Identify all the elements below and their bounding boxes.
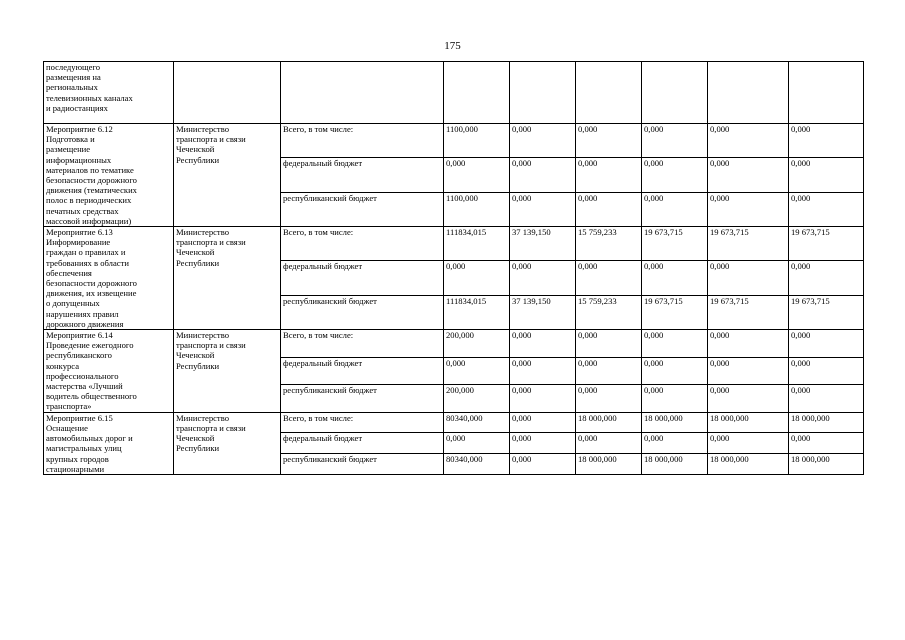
amount-cell: 0,000 [510, 330, 576, 358]
empty-cell [789, 62, 864, 124]
amount-cell: 80340,000 [444, 454, 510, 475]
table-row [44, 124, 864, 158]
amount-cell: 0,000 [510, 412, 576, 433]
amount-cell: 0,000 [510, 124, 576, 158]
amount-cell: 0,000 [642, 158, 708, 192]
amount-cell: 0,000 [642, 357, 708, 385]
amount-cell: 19 673,715 [789, 227, 864, 261]
amount-cell: 0,000 [510, 454, 576, 475]
amount-cell: 0,000 [708, 158, 789, 192]
amount-cell: 0,000 [708, 192, 789, 226]
funding-source: Всего, в том числе: [281, 412, 444, 433]
amount-cell: 80340,000 [444, 412, 510, 433]
amount-cell: 0,000 [789, 261, 864, 295]
amount-cell: 18 000,000 [576, 412, 642, 433]
funding-source: республиканский бюджет [281, 295, 444, 329]
amount-cell: 0,000 [789, 357, 864, 385]
empty-cell [708, 62, 789, 124]
funding-source: федеральный бюджет [281, 357, 444, 385]
amount-cell: 111834,015 [444, 227, 510, 261]
amount-cell: 18 000,000 [576, 454, 642, 475]
amount-cell: 18 000,000 [708, 412, 789, 433]
amount-cell: 1100,000 [444, 124, 510, 158]
amount-cell: 0,000 [789, 433, 864, 454]
funding-source: федеральный бюджет [281, 158, 444, 192]
amount-cell: 200,000 [444, 330, 510, 358]
empty-cell [281, 62, 444, 124]
amount-cell: 0,000 [642, 330, 708, 358]
funding-source: Всего, в том числе: [281, 124, 444, 158]
empty-cell [642, 62, 708, 124]
responsible-executor: Министерство транспорта и связи Чеченской Республики [174, 330, 281, 413]
amount-cell: 0,000 [576, 124, 642, 158]
empty-cell [510, 62, 576, 124]
amount-cell: 0,000 [576, 433, 642, 454]
amount-cell: 0,000 [576, 330, 642, 358]
amount-cell: 0,000 [789, 124, 864, 158]
table-row [44, 412, 864, 433]
amount-cell: 0,000 [444, 357, 510, 385]
amount-cell: 0,000 [444, 433, 510, 454]
amount-cell: 18 000,000 [789, 454, 864, 475]
amount-cell: 0,000 [510, 192, 576, 226]
amount-cell: 0,000 [510, 385, 576, 413]
responsible-executor: Министерство транспорта и связи Чеченской Республики [174, 124, 281, 227]
amount-cell: 0,000 [444, 261, 510, 295]
budget-table [43, 61, 864, 475]
table-body [44, 62, 864, 475]
amount-cell: 18 000,000 [642, 454, 708, 475]
responsible-executor: Министерство транспорта и связи Чеченской Республики [174, 412, 281, 474]
amount-cell: 0,000 [642, 124, 708, 158]
amount-cell: 18 000,000 [642, 412, 708, 433]
amount-cell: 0,000 [510, 261, 576, 295]
amount-cell: 0,000 [708, 261, 789, 295]
amount-cell: 0,000 [789, 330, 864, 358]
amount-cell: 37 139,150 [510, 295, 576, 329]
amount-cell: 0,000 [576, 357, 642, 385]
amount-cell: 19 673,715 [708, 295, 789, 329]
funding-source: республиканский бюджет [281, 454, 444, 475]
page-number: 175 [444, 40, 461, 52]
amount-cell: 0,000 [642, 385, 708, 413]
amount-cell: 0,000 [642, 433, 708, 454]
amount-cell: 1100,000 [444, 192, 510, 226]
empty-cell [576, 62, 642, 124]
table-row-continuation [44, 62, 864, 124]
amount-cell: 0,000 [789, 192, 864, 226]
amount-cell: 0,000 [576, 158, 642, 192]
amount-cell: 18 000,000 [789, 412, 864, 433]
amount-cell: 0,000 [789, 158, 864, 192]
amount-cell: 0,000 [576, 385, 642, 413]
funding-source: республиканский бюджет [281, 385, 444, 413]
amount-cell: 0,000 [642, 192, 708, 226]
amount-cell: 0,000 [444, 158, 510, 192]
amount-cell: 0,000 [708, 385, 789, 413]
amount-cell: 0,000 [789, 385, 864, 413]
amount-cell: 18 000,000 [708, 454, 789, 475]
amount-cell: 15 759,233 [576, 295, 642, 329]
measure-description: Мероприятие 6.15 Оснащение автомобильных дорог и магистральных улиц крупных городов стационарными [44, 412, 174, 474]
amount-cell: 111834,015 [444, 295, 510, 329]
funding-source: Всего, в том числе: [281, 227, 444, 261]
amount-cell: 0,000 [708, 433, 789, 454]
amount-cell: 0,000 [576, 192, 642, 226]
funding-source: федеральный бюджет [281, 433, 444, 454]
empty-cell [444, 62, 510, 124]
funding-source: Всего, в том числе: [281, 330, 444, 358]
amount-cell: 0,000 [510, 433, 576, 454]
measure-description: последующего размещения на региональных телевизионных каналах и радиостанциях [44, 62, 174, 124]
measure-description: Мероприятие 6.13 Информирование граждан о правилах и требованиях в области обеспечения безопасности дорожного движения, их извещение о допущенных нарушениях правил дорожного движения [44, 227, 174, 330]
amount-cell: 0,000 [642, 261, 708, 295]
amount-cell: 0,000 [510, 357, 576, 385]
responsible-executor: Министерство транспорта и связи Чеченской Республики [174, 227, 281, 330]
amount-cell: 0,000 [576, 261, 642, 295]
funding-source: республиканский бюджет [281, 192, 444, 226]
amount-cell: 0,000 [708, 124, 789, 158]
amount-cell: 15 759,233 [576, 227, 642, 261]
amount-cell: 200,000 [444, 385, 510, 413]
amount-cell: 0,000 [510, 158, 576, 192]
amount-cell: 19 673,715 [642, 227, 708, 261]
amount-cell: 0,000 [708, 330, 789, 358]
table-row [44, 227, 864, 261]
empty-cell [174, 62, 281, 124]
amount-cell: 19 673,715 [789, 295, 864, 329]
table-row [44, 330, 864, 358]
measure-description: Мероприятие 6.14 Проведение ежегодного республиканского конкурса профессионального мастерства «Лучший водитель общественного транспорта» [44, 330, 174, 413]
amount-cell: 19 673,715 [708, 227, 789, 261]
measure-description: Мероприятие 6.12 Подготовка и размещение информационных материалов по тематике безопасности дорожного движения (тематических полос в периодических печатных средствах массовой информации) [44, 124, 174, 227]
amount-cell: 0,000 [708, 357, 789, 385]
amount-cell: 19 673,715 [642, 295, 708, 329]
amount-cell: 37 139,150 [510, 227, 576, 261]
funding-source: федеральный бюджет [281, 261, 444, 295]
